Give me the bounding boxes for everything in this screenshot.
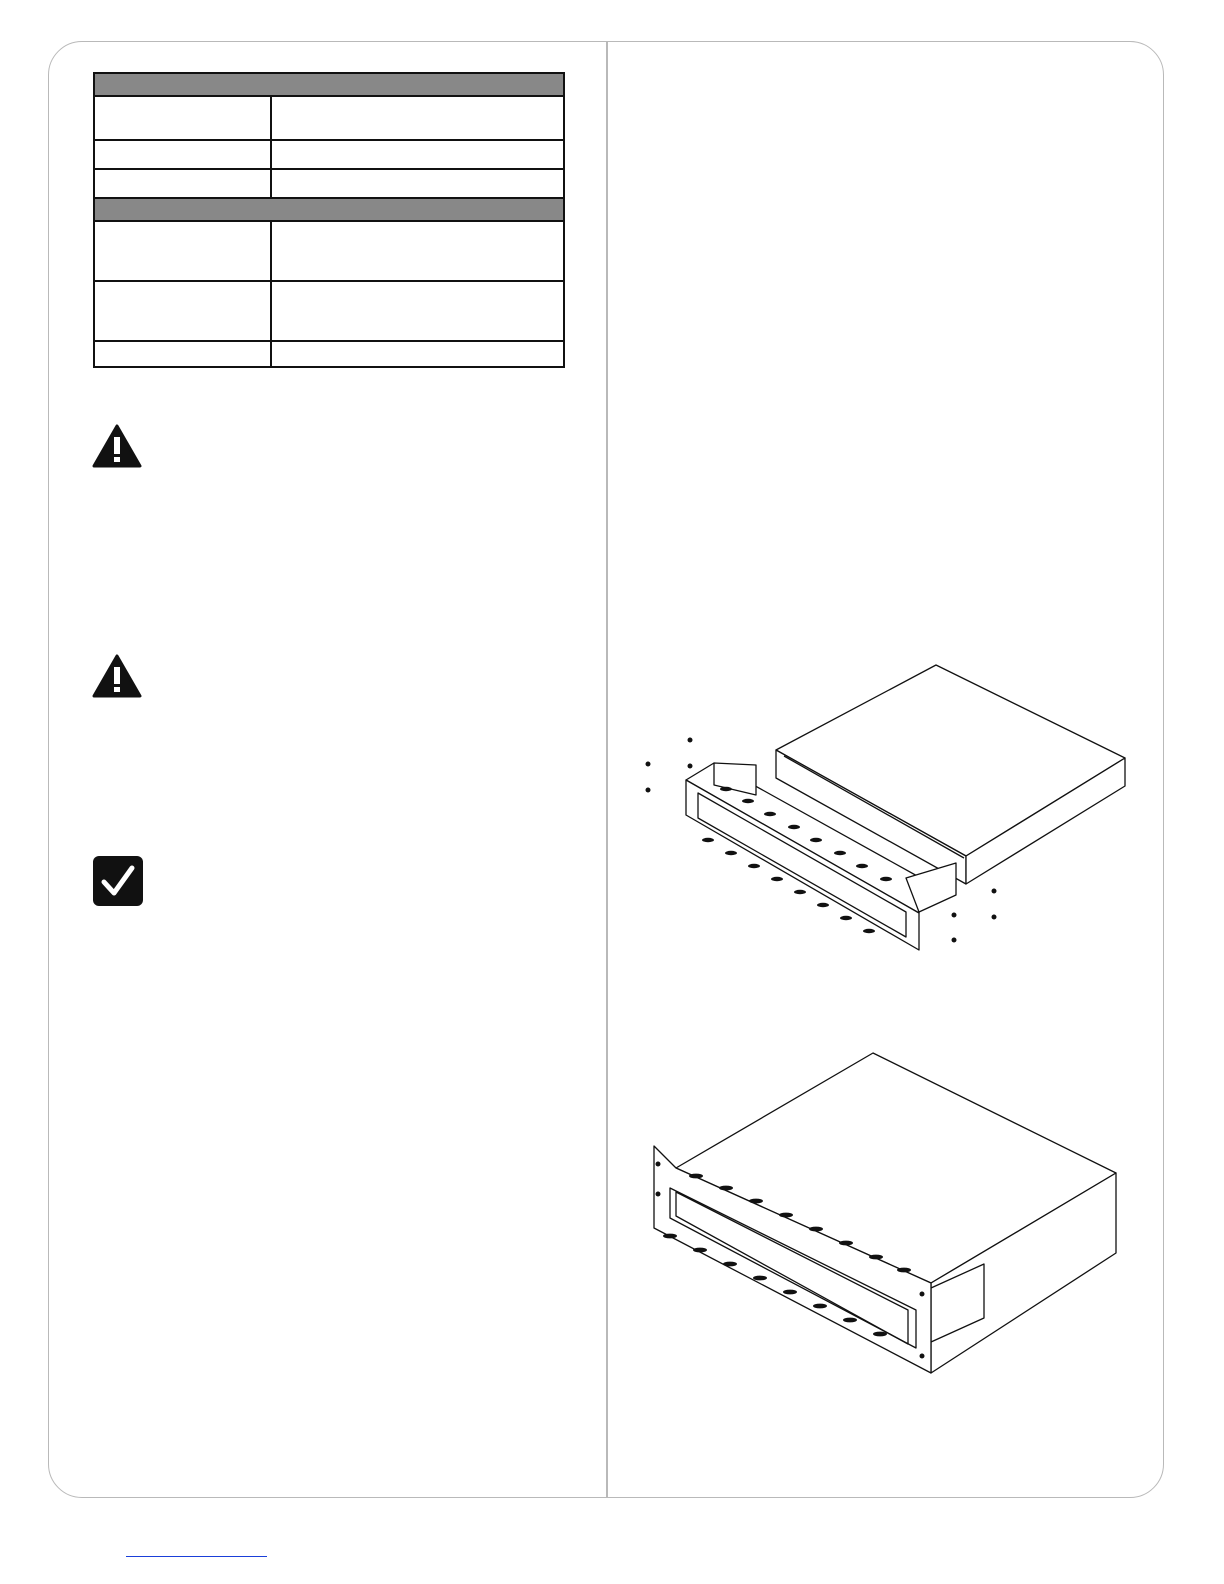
table-row [94, 341, 564, 367]
table-row [94, 169, 564, 198]
warning-icon [92, 654, 142, 698]
table-cell-label [94, 96, 271, 140]
table-section-header [94, 198, 564, 221]
table-row [94, 140, 564, 169]
table-cell-label [94, 341, 271, 367]
spec-table [93, 72, 565, 368]
table-row [94, 221, 564, 281]
rack-mount-exploded-view [636, 660, 1136, 956]
table-cell-value [271, 96, 564, 140]
warning-icon [92, 424, 142, 468]
table-cell-value [271, 281, 564, 341]
table-section-header [94, 73, 564, 96]
table-cell-label [94, 169, 271, 198]
table-cell-value [271, 169, 564, 198]
table-row [94, 281, 564, 341]
table-cell-label [94, 221, 271, 281]
checkmark-icon [92, 855, 144, 907]
table-cell-value [271, 341, 564, 367]
footer-link-underline[interactable] [126, 1556, 267, 1557]
table-cell-label [94, 281, 271, 341]
table-cell-value [271, 221, 564, 281]
rack-mount-assembled-view [646, 1048, 1122, 1376]
table-row [94, 96, 564, 140]
column-divider [606, 42, 608, 1497]
table-cell-label [94, 140, 271, 169]
table-cell-value [271, 140, 564, 169]
